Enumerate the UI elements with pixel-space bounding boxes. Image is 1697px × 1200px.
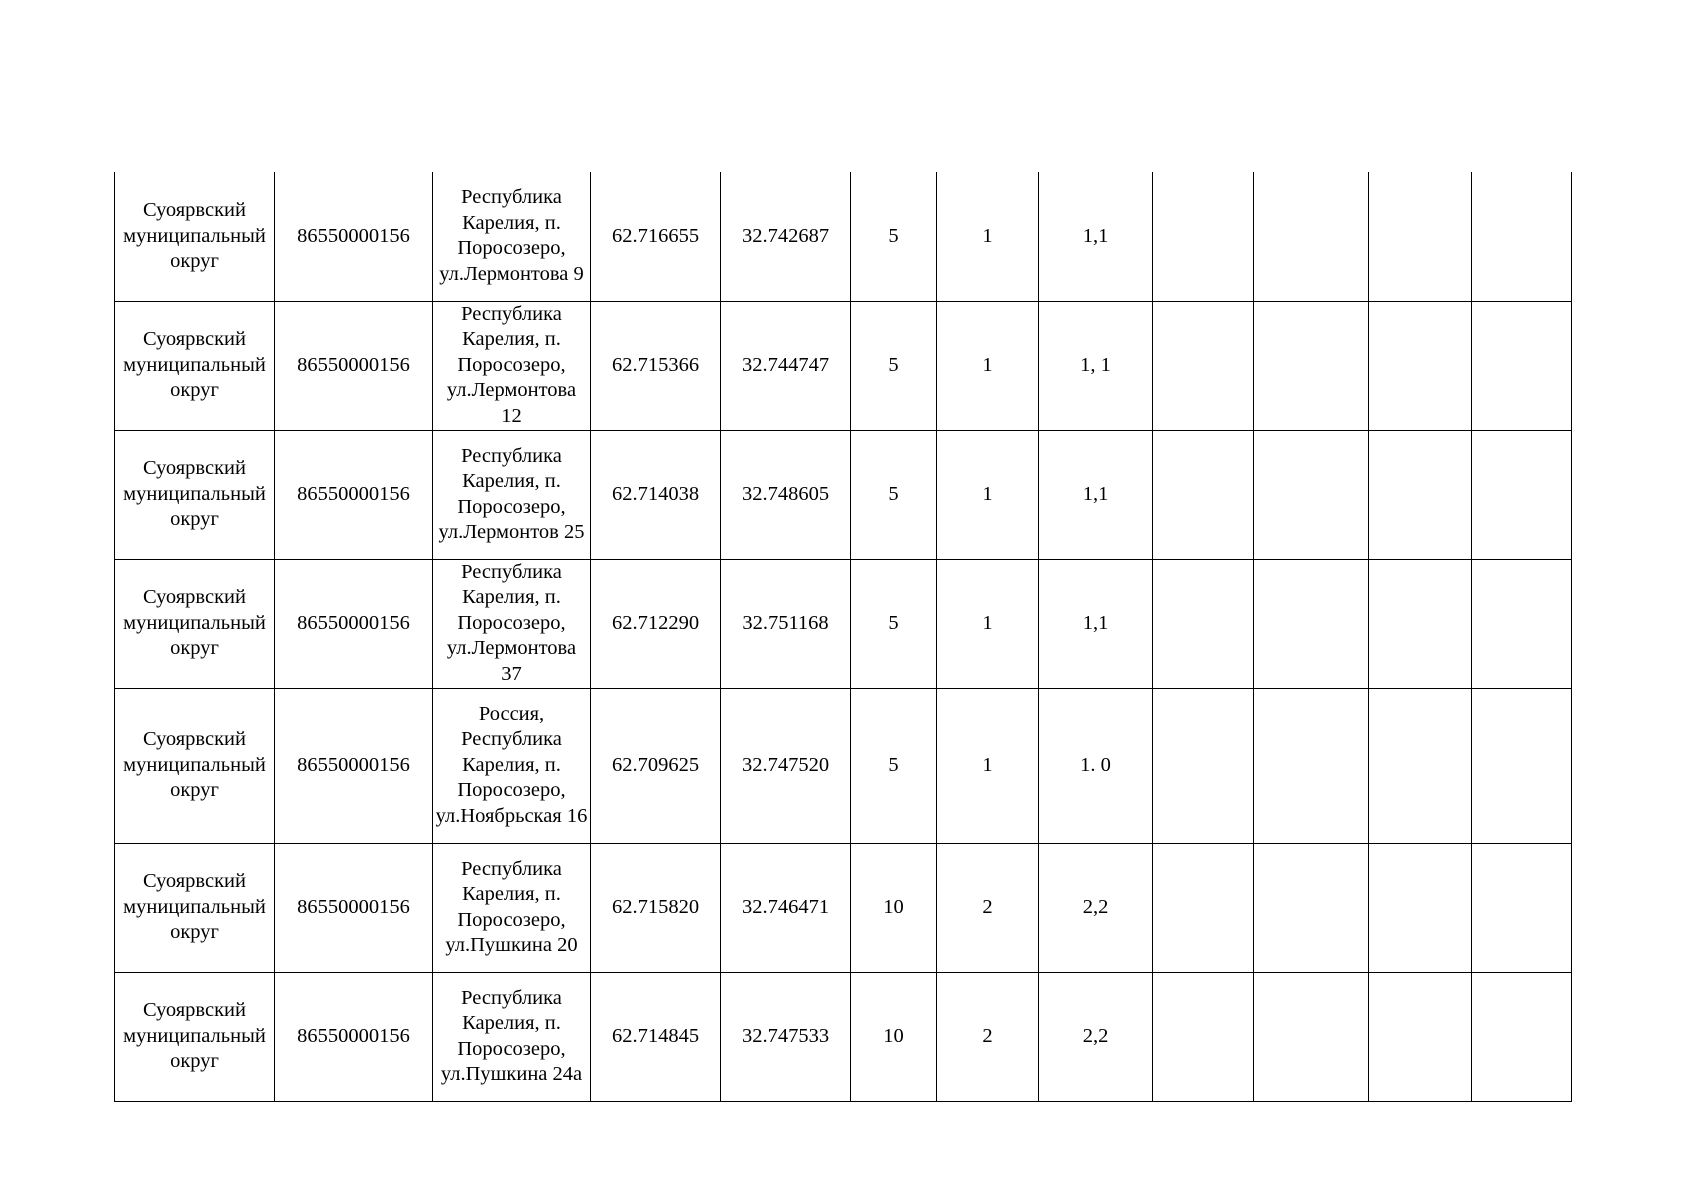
longitude-cell: 32.747533 [721, 972, 851, 1101]
oktmo-cell: 86550000156 [275, 688, 433, 843]
value-cell-7: 2 [937, 972, 1039, 1101]
latitude-cell: 62.715366 [591, 301, 721, 430]
table-row [115, 172, 1572, 301]
empty-cell-11 [1369, 559, 1472, 688]
oktmo-cell: 86550000156 [275, 430, 433, 559]
longitude-cell: 32.746471 [721, 843, 851, 972]
value-cell-6: 5 [851, 688, 937, 843]
empty-cell-11 [1369, 688, 1472, 843]
empty-cell-12 [1472, 430, 1572, 559]
address-cell: Республика Карелия, п. Поросозеро, ул.Лермонтов 25 [433, 430, 591, 559]
empty-cell-10 [1254, 559, 1369, 688]
value-cell-7: 2 [937, 843, 1039, 972]
longitude-cell: 32.751168 [721, 559, 851, 688]
empty-cell-12 [1472, 559, 1572, 688]
value-cell-6: 10 [851, 972, 937, 1101]
longitude-cell: 32.748605 [721, 430, 851, 559]
empty-cell-10 [1254, 301, 1369, 430]
address-cell: Республика Карелия, п. Поросозеро, ул.Лермонтова 9 [433, 172, 591, 301]
value-cell-7: 1 [937, 559, 1039, 688]
oktmo-cell: 86550000156 [275, 301, 433, 430]
district-cell: Суоярвский муниципальный округ [115, 688, 275, 843]
empty-cell-12 [1472, 843, 1572, 972]
empty-cell-11 [1369, 972, 1472, 1101]
value-cell-8: 2,2 [1039, 843, 1153, 972]
empty-cell-10 [1254, 843, 1369, 972]
table-row [115, 843, 1572, 972]
empty-cell-9 [1153, 688, 1254, 843]
empty-cell-9 [1153, 301, 1254, 430]
value-cell-6: 5 [851, 172, 937, 301]
value-cell-7: 1 [937, 301, 1039, 430]
district-cell: Суоярвский муниципальный округ [115, 301, 275, 430]
value-cell-8: 2,2 [1039, 972, 1153, 1101]
empty-cell-9 [1153, 972, 1254, 1101]
address-cell: Россия, Республика Карелия, п. Поросозеро, ул.Ноябрьская 16 [433, 688, 591, 843]
address-cell: Республика Карелия, п. Поросозеро, ул.Пушкина 24а [433, 972, 591, 1101]
table-row [115, 688, 1572, 843]
table-row [115, 301, 1572, 430]
address-cell: Республика Карелия, п. Поросозеро, ул.Пушкина 20 [433, 843, 591, 972]
oktmo-cell: 86550000156 [275, 972, 433, 1101]
empty-cell-9 [1153, 172, 1254, 301]
value-cell-6: 5 [851, 301, 937, 430]
district-cell: Суоярвский муниципальный округ [115, 843, 275, 972]
value-cell-6: 5 [851, 430, 937, 559]
latitude-cell: 62.714845 [591, 972, 721, 1101]
value-cell-8: 1, 1 [1039, 301, 1153, 430]
empty-cell-9 [1153, 843, 1254, 972]
empty-cell-11 [1369, 301, 1472, 430]
value-cell-6: 5 [851, 559, 937, 688]
longitude-cell: 32.747520 [721, 688, 851, 843]
empty-cell-12 [1472, 301, 1572, 430]
empty-cell-11 [1369, 430, 1472, 559]
value-cell-7: 1 [937, 172, 1039, 301]
latitude-cell: 62.709625 [591, 688, 721, 843]
value-cell-7: 1 [937, 430, 1039, 559]
district-cell: Суоярвский муниципальный округ [115, 972, 275, 1101]
oktmo-cell: 86550000156 [275, 172, 433, 301]
address-cell: Республика Карелия, п. Поросозеро, ул.Лермонтова 12 [433, 301, 591, 430]
value-cell-7: 1 [937, 688, 1039, 843]
latitude-cell: 62.716655 [591, 172, 721, 301]
empty-cell-10 [1254, 972, 1369, 1101]
value-cell-8: 1,1 [1039, 430, 1153, 559]
longitude-cell: 32.744747 [721, 301, 851, 430]
value-cell-8: 1,1 [1039, 172, 1153, 301]
empty-cell-10 [1254, 172, 1369, 301]
empty-cell-9 [1153, 430, 1254, 559]
longitude-cell: 32.742687 [721, 172, 851, 301]
table-row [115, 559, 1572, 688]
empty-cell-10 [1254, 688, 1369, 843]
waste-site-register-table [114, 172, 1572, 1102]
document-page [114, 172, 1571, 1102]
empty-cell-9 [1153, 559, 1254, 688]
address-cell: Республика Карелия, п. Поросозеро, ул.Лермонтова 37 [433, 559, 591, 688]
value-cell-6: 10 [851, 843, 937, 972]
table-row [115, 972, 1572, 1101]
value-cell-8: 1,1 [1039, 559, 1153, 688]
table-row [115, 430, 1572, 559]
value-cell-8: 1. 0 [1039, 688, 1153, 843]
empty-cell-12 [1472, 972, 1572, 1101]
empty-cell-11 [1369, 172, 1472, 301]
district-cell: Суоярвский муниципальный округ [115, 172, 275, 301]
empty-cell-12 [1472, 172, 1572, 301]
district-cell: Суоярвский муниципальный округ [115, 430, 275, 559]
district-cell: Суоярвский муниципальный округ [115, 559, 275, 688]
latitude-cell: 62.715820 [591, 843, 721, 972]
empty-cell-11 [1369, 843, 1472, 972]
oktmo-cell: 86550000156 [275, 843, 433, 972]
latitude-cell: 62.714038 [591, 430, 721, 559]
empty-cell-10 [1254, 430, 1369, 559]
oktmo-cell: 86550000156 [275, 559, 433, 688]
empty-cell-12 [1472, 688, 1572, 843]
latitude-cell: 62.712290 [591, 559, 721, 688]
